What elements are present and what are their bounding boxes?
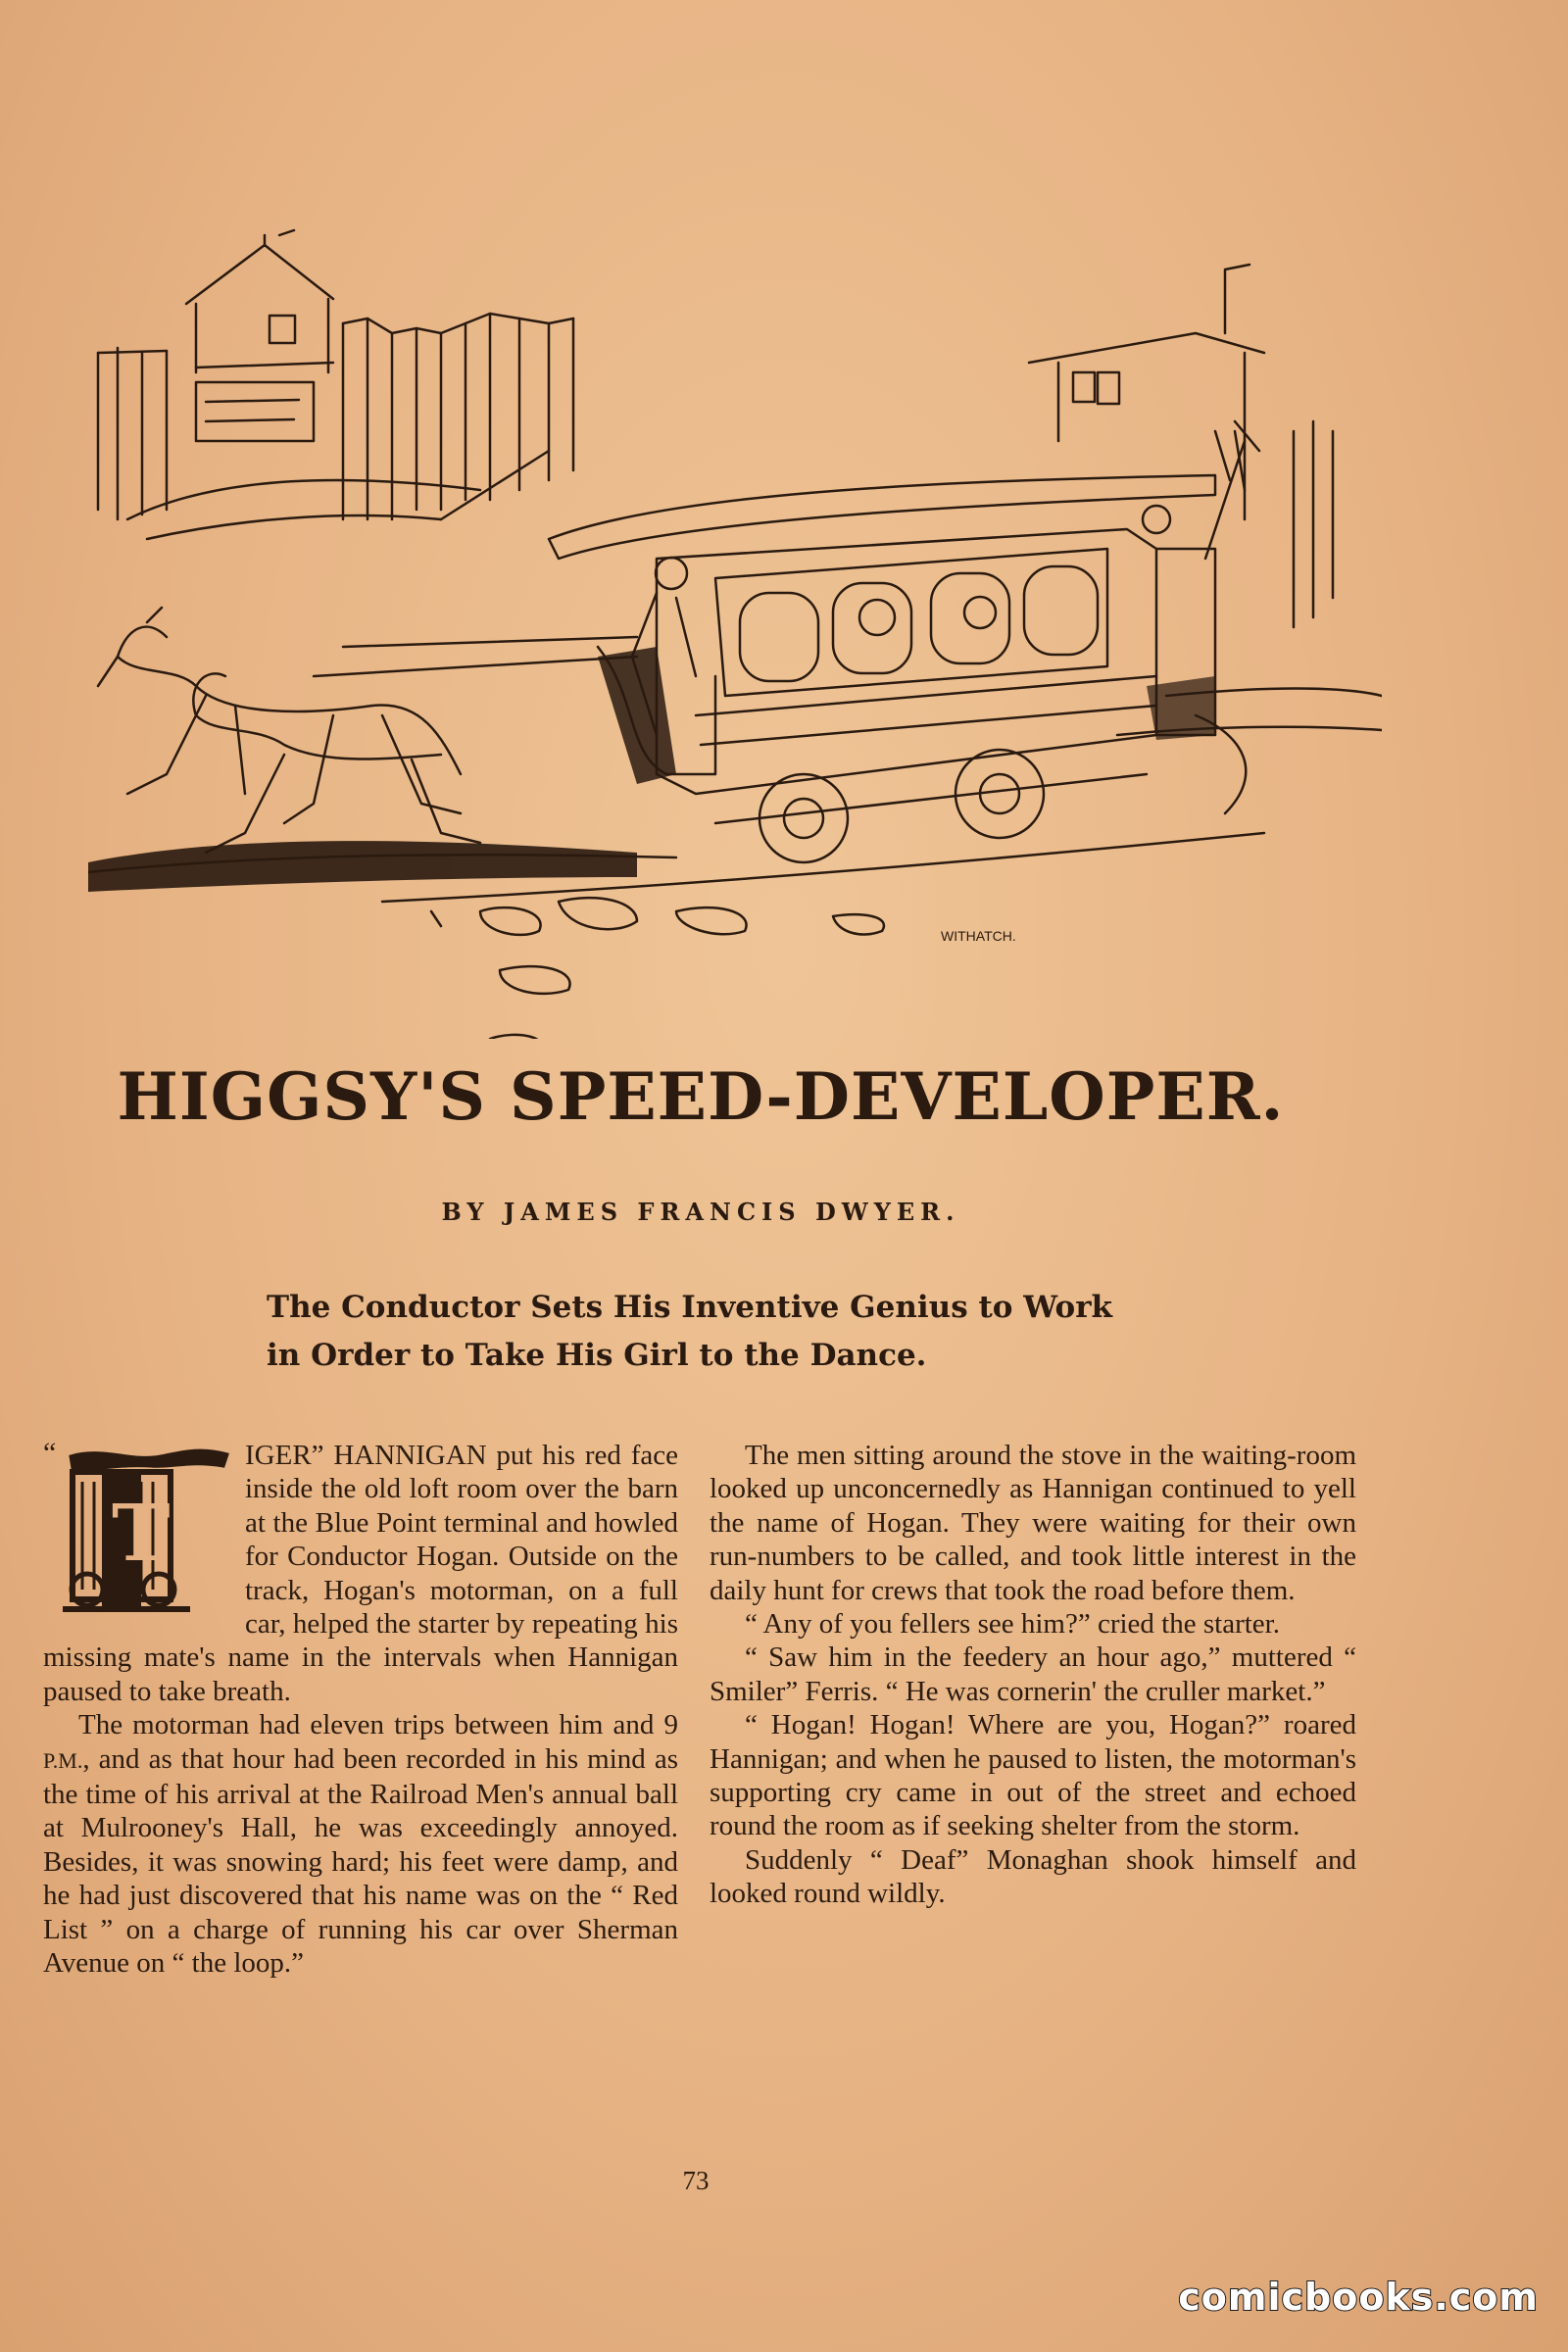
paragraph xyxy=(43,1439,678,1708)
paragraph: “ Any of you fellers see him?” cried the starter. xyxy=(745,1608,1280,1641)
paragraph-text: IGER” HANNIGAN put his red face inside the old loft room over the barn at the Blue Point terminal and howled for Conductor Hogan. Outside on the track, Hogan's motorman, on a full car, helped the starter by repeating his missing mate's name in the intervals when Hannigan paused to take breath. xyxy=(43,1440,678,1707)
site-watermark: comicbooks.com xyxy=(1178,2276,1539,2319)
svg-text:T: T xyxy=(112,1487,171,1579)
author-byline: BY JAMES FRANCIS DWYER. xyxy=(441,1198,960,1226)
dropcap-quote: “ xyxy=(43,1437,57,1469)
left-column xyxy=(43,1439,678,1981)
paragraph: The motorman had eleven trips between him and 9 P.M., and as that hour had been recorded in his mind as the time of his arrival at the Railroad Men's annual ball at Mulrooney's Hall, he was exceedingly annoyed. Besides, it was snowing hard; his feet were damp, and he had just discovered that his name was on the “ Red List ” on a charge of running his car over Sherman Avenue on “ the loop.” xyxy=(43,1709,678,1980)
paragraph: “ Hogan! Hogan! Where are you, Hogan?” roared Hannigan; and when he paused to listen, the motorman's supporting cry came in out of the street and echoed round the room as if seeking shelter from the storm. xyxy=(710,1709,1356,1842)
page-number: 73 xyxy=(682,2166,710,2195)
right-column xyxy=(710,1439,1356,1911)
paragraph: Suddenly “ Deaf” Monaghan shook himself and looked round wildly. xyxy=(710,1843,1356,1910)
artist-signature: WITHATCH. xyxy=(941,928,1016,944)
paragraph: “ Saw him in the feedery an hour ago,” muttered “ Smiler” Ferris. “ He was cornerin' the cruller market.” xyxy=(710,1642,1356,1707)
paragraph: The men sitting around the stove in the waiting-room looked up unconcernedly as Hannigan continued to yell the name of Hogan. They were waiting for their own run-numbers to be called, and took little interest in the daily hunt for crews that took the road before them. xyxy=(710,1440,1356,1606)
article-title: HIGGSY'S SPEED-DEVELOPER. xyxy=(117,1058,1285,1135)
ornamental-t-icon xyxy=(43,1443,235,1617)
article-deck: The Conductor Sets His Inventive Genius to Work in Order to Take His Girl to the Dance. xyxy=(267,1290,1113,1373)
streetcar-illustration xyxy=(88,225,1382,1039)
dropcap-letter-t xyxy=(43,1437,235,1617)
